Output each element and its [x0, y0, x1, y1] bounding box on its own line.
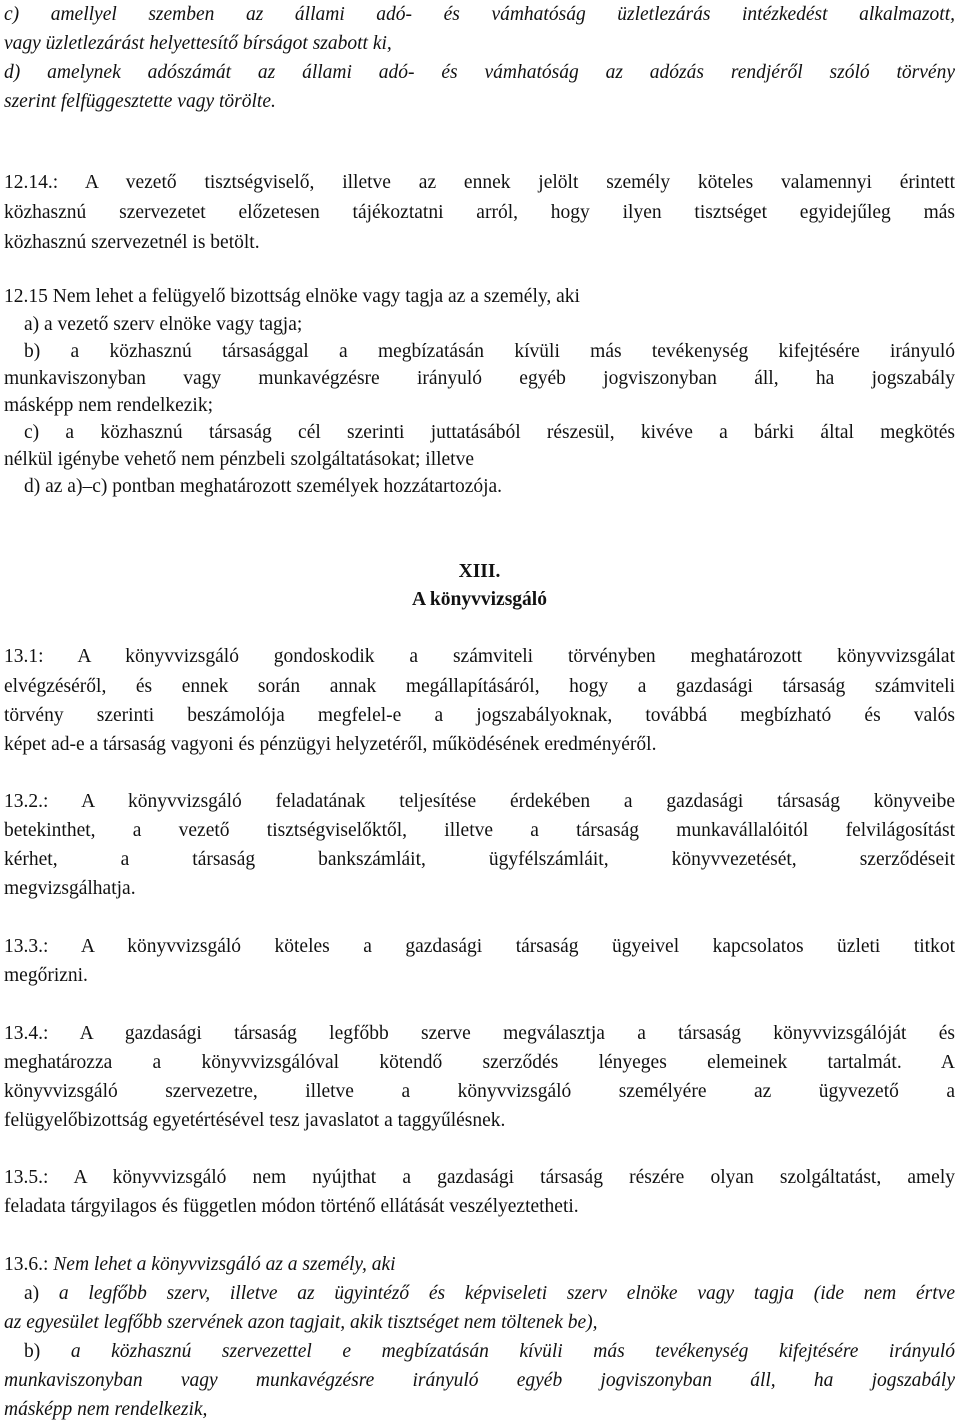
paragraph-12-15-item: a) a vezető szerv elnöke vagy tagja; — [24, 314, 303, 335]
paragraph-13-5-line: feladata tárgyilagos és független módon történő ellátását veszélyeztetheti. — [4, 1196, 579, 1217]
paragraph-13-4-line: meghatározza a könyvvizsgálóval kötendő szerződés lényeges elemeinek tartalmát. A — [4, 1052, 955, 1073]
paragraph-13-3-line: megőrizni. — [4, 965, 88, 986]
item-b-label: b) — [24, 1341, 71, 1362]
paragraph-12-15-line: munkaviszonyban vagy munkavégzésre irányuló egyéb jogviszonyban áll, ha jogszabály — [4, 368, 955, 389]
intro-line: szerint felfüggesztette vagy törölte. — [4, 91, 276, 112]
paragraph-12-15-line: 12.15 Nem lehet a felügyelő bizottság elnöke vagy tagja az a személy, aki — [4, 286, 580, 307]
paragraph-13-6-item — [4, 1337, 955, 1366]
item-a-text: a legfőbb szerv, illetve az ügyintéző és képviseleti szerv elnöke vagy tagja (ide nem értve — [58, 1283, 955, 1304]
paragraph-13-6-line: munkaviszonyban vagy munkavégzésre irányuló egyéb jogviszonyban áll, ha jogszabály — [4, 1370, 955, 1391]
paragraph-13-6-lead: Nem lehet a könyvvizsgáló az a személy, aki — [53, 1254, 396, 1275]
paragraph-13-5-line: 13.5.: A könyvvizsgáló nem nyújthat a gazdasági társaság részére olyan szolgáltatást, amely — [4, 1167, 955, 1188]
paragraph-12-15-item: d) az a)–c) pontban meghatározott személyek hozzátartozója. — [24, 476, 503, 497]
paragraph-12-15-line: másképp nem rendelkezik; — [4, 395, 214, 416]
paragraph-12-15-line: nélkül igénybe vehető nem pénzbeli szolgáltatásokat; illetve — [4, 449, 475, 470]
paragraph-12-14-line: 12.14.: A vezető tisztségviselő, illetve az ennek jelölt személy köteles valamennyi érintett — [4, 172, 955, 193]
paragraph-13-1-line: 13.1: A könyvvizsgáló gondoskodik a számviteli törvényben meghatározott könyvvizsgálat — [4, 646, 955, 667]
paragraph-12-15-item: b) a közhasznú társasággal a megbízatásán kívüli más tevékenység kifejtésére irányuló — [24, 341, 955, 362]
intro-line: d) amelynek adószámát az állami adó- és vámhatóság az adózás rendjéről szóló törvény — [4, 62, 955, 83]
paragraph-13-3-line: 13.3.: A könyvvizsgáló köteles a gazdasági társaság ügyeivel kapcsolatos üzleti titkot — [4, 936, 955, 957]
paragraph-13-2-line: megvizsgálhatja. — [4, 878, 136, 899]
paragraph-12-15-item: c) a közhasznú társaság cél szerinti juttatásából részesül, kivéve a bárki által megkötés — [24, 422, 955, 443]
paragraph-13-6-line: az egyesület legfőbb szervének azon tagjait, akik tisztséget nem töltenek be), — [4, 1312, 598, 1333]
paragraph-13-6-line — [4, 1250, 955, 1279]
paragraph-12-14-line: közhasznú szervezetnél is betölt. — [4, 232, 260, 253]
paragraph-13-1-line: törvény szerinti beszámolója megfelel-e a jogszabályoknak, továbbá megbízható és valós — [4, 705, 955, 726]
paragraph-13-1-line: elvégzéséről, és ennek során annak megállapításáról, hogy a gazdasági társaság számviteli — [4, 676, 955, 697]
item-a-label: a) — [24, 1283, 59, 1304]
paragraph-13-6-line: másképp nem rendelkezik, — [4, 1399, 208, 1420]
paragraph-13-2-line: kérhet, a társaság bankszámláit, ügyfélszámláit, könyvvezetését, szerződéseit — [4, 849, 955, 870]
paragraph-13-4-line: 13.4.: A gazdasági társaság legfőbb szerve megválasztja a társaság könyvvizsgálóját és — [4, 1023, 955, 1044]
paragraph-12-14-line: közhasznú szervezetet előzetesen tájékoztatni arról, hogy ilyen tisztséget egyidejűleg más — [4, 202, 955, 223]
item-b-text: a közhasznú szervezettel e megbízatásán kívüli más tevékenység kifejtésére irányuló — [70, 1341, 956, 1362]
paragraph-13-6-item — [4, 1279, 955, 1308]
paragraph-13-2-line: 13.2.: A könyvvizsgáló feladatának teljesítése érdekében a gazdasági társaság könyveibe — [4, 791, 955, 812]
chapter-title: A könyvvizsgáló — [412, 589, 547, 610]
paragraph-13-1-line: képet ad-e a társaság vagyoni és pénzügyi helyzetéről, működésének eredményéről. — [4, 734, 657, 755]
paragraph-13-4-line: felügyelőbizottság egyetértésével tesz javaslatot a taggyűlésnek. — [4, 1110, 506, 1131]
chapter-number: XIII. — [458, 561, 501, 582]
intro-line: vagy üzletlezárást helyettesítő bírságot szabott ki, — [4, 33, 392, 54]
paragraph-13-6-label: 13.6.: — [4, 1254, 54, 1275]
paragraph-13-2-line: betekinthet, a vezető tisztségviselőktől, illetve a társaság munkavállalóitól felvilágosítást — [4, 820, 955, 841]
paragraph-13-4-line: könyvvizsgáló szervezetre, illetve a könyvvizsgáló személyére az ügyvezető a — [4, 1081, 955, 1102]
intro-line: c) amellyel szemben az állami adó- és vámhatóság üzletlezárás intézkedést alkalmazott, — [4, 4, 955, 25]
